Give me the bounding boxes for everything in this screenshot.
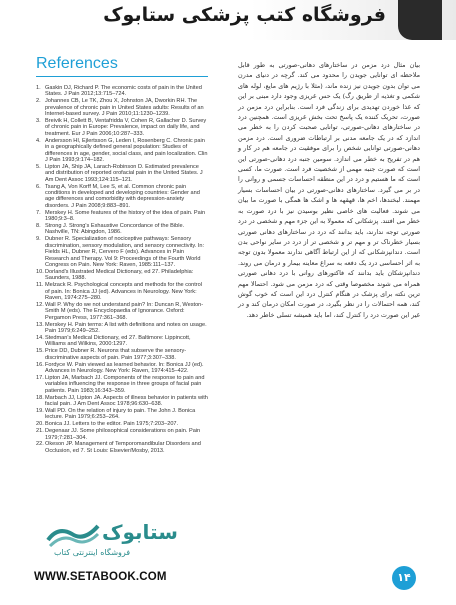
reference-item [36,395,208,408]
references-list [36,85,208,455]
reference-text: Breivik H, Collett B, Ventafridda V, Cohen R, Gallacher D. Survey of chronic pain in Europe: Prevalence, impact on daily life, and treatment. Eur J Pain 2006;10:287–333. [45,118,207,137]
persian-body-text [238,60,420,320]
site-logo [398,0,442,40]
reference-item [36,322,208,335]
website-link[interactable]: WWW.SETABOOK.COM [34,571,167,583]
reference-number: 22. [36,441,44,448]
reference-item [36,441,208,454]
reference-number: 1. [36,85,41,91]
brand-name: ستابوک [102,520,178,544]
reference-item [36,269,208,282]
heading-divider [36,76,208,77]
reference-number: 11. [36,282,44,289]
reference-text: Merskey H. Pain terms: A list with definitions and notes on usage. Pain 1979;6:249–252. [45,321,207,335]
reference-number: 20. [36,421,44,428]
reference-text: Fordyce W. Pain viewed as learned behavior. In: Bonica JJ (ed). Advances in Neurology. New York: Raven, 1974:415–422. [45,361,204,374]
reference-item [36,138,208,164]
reference-text: Strong J. Strong's Exhaustive Concordance of the Bible. Nashville, TN: Abingdon, 1986. [45,223,185,236]
brand-tagline: فروشگاه اینترنتی کتاب [54,548,131,557]
setabook-logo [44,520,180,560]
reference-number: 13. [36,321,44,328]
reference-item [36,164,208,183]
reference-text: Dubner R. Specialization of nociceptive pathways: Sensory discrimination, sensory modulation, and sensory connectivity. In: Fields HL, Dubner R, Cervero F (eds). Advances in Pain Research and Therapy. Vol 9: Proceedings of the Fourth World Congress on Pain. New York: Raven, 1985:111–137. [45,236,205,268]
reference-number: 17. [36,374,44,381]
reference-item [36,428,208,441]
reference-number: 2. [36,98,41,105]
reference-text: Stedman's Medical Dictionary, ed 27. Baltimore: Lippincott, Williams and Wilkins, 2000:1297. [45,334,191,348]
reference-text: Merskey H. Some features of the history of the idea of pain. Pain 1980;9:3–8. [45,209,206,223]
reference-item [36,302,208,321]
reference-text: Wall PD. On the relation of injury to pain. The John J. Bonica lecture. Pain 1979;6:253–264. [45,407,196,421]
reference-text: Wall P. Why do we not understand pain? In: Duncan R, Weston-Smith M (eds). The Encyclopaedia of Ignorance. Oxford: Pergamon Press, 1977:361–368. [45,301,204,321]
reference-number: 6. [36,183,41,190]
reference-item [36,98,208,117]
reference-number: 4. [36,137,41,144]
reference-text: Melzack R. Psychological concepts and methods for the control of pain. In: Bonica JJ (ed). Advances in Neurology. New York: Raven, 1974:275–280. [45,282,203,301]
site-banner [0,0,456,40]
reference-item [36,408,208,421]
site-title: فروشگاه کتب پزشکی ستابوک [103,4,386,26]
reference-number: 7. [36,209,41,216]
reference-number: 12. [36,301,44,308]
reference-text: Okeson JP. Management of Temporomandibular Disorders and Occlusion, ed 7. St Louis: Elsevier/Mosby, 2013. [45,441,201,454]
reference-number: 16. [36,361,44,368]
reference-text: Johannes CB, Le TK, Zhou X, Johnston JA, Dworkin RH. The prevalence of chronic pain in United States adults: Results of an Internet-based survey. J Pain 2010;11:1230–1239. [45,98,204,118]
reference-text: Gaskin DJ, Richard P. The economic costs of pain in the United States. J Pain 2012;13:715–724. [45,85,202,98]
reference-item [36,375,208,394]
reference-item [36,85,208,98]
reference-item [36,210,208,223]
reference-text: Lipton JA, Marbach JJ. Components of the response to pain and variables influencing the response in three groups of facial pain patients. Pain 1983;16:343–359. [45,374,205,394]
reference-number: 9. [36,236,41,243]
reference-number: 14. [36,334,44,341]
body-paragraph: بیان مثال درد مزمن در ساختارهای دهانی-صورتی به طور قابل ملاحظه ای توانایی جویدن را محدود می کند. گرچه در دنیای مدرن می توان بدون جویدن نیز زنده ماند، (مثلا با رژیم های مایع، لوله های شکمی و تغذیه از طریق رگ) یک حس غریزی وجود دارد مبنی بر این که غذا خوردن تهدیدی برای زندگی فرد است. بنابراین درد مزمن در صورت، تحریک کننده یک پاسخ تحت بخش غریزی است. همچنین درد در ساختارهای دهانی-صورتی، توانایی صحبت کردن را به خطر می اندازد که در یک جامعه مدنی بر ارتباطات ضروری است. درد مزمن دهانی-صورتی توانایی شخص را برای موفقیت در جامعه هم در کار و هم در تفریح به خطر می اندازد. سومین جنبه درد دهانی-صورتی این است که صورت جنبه مهمی از شخصیت فرد است. صورت ما، کسی است که ما هستیم و درد در این منطقه احساسات جسمی و روانی را در بر می گیرد. ساختارهای دهانی-صورتی در بیان احساسات بسیار مهمند. لبخندها، اخم ها، قهقهه ها و اشک ها همگی با صورت ما بیان می شوند. فعالیت های خاصی نظیر بوسیدن نیز با درد صورت به خطر می افتند. پزشکانی که معمولا به این جزء مهم و شخصی در درد صورتی توجه ندارند، باید بدانند که درد در ساختارهای دهانی صورتی بسیار خطرناک تر و مهم تر و شخصی تر از درد در سایر نواحی بدن است. دندانپزشکانی که از این ارتباط آگاهی ندارند معمولا بدون توجه به اثر احساسی درد یک دفعه به سراغ معاینه بیمار و درمان می روند. دندانپزشکان باید بدانند که فاکتورهای روانی با درد دهانی صورتی همراه می شوند مخصوصا وقتی که درد مزمن می شود. احتمالا مهم ترین نکته برای پزشک در هنگام کنترل درد این است که خوب گوش کند، همه احتمالات را در نظر بگیرد، در صورت امکان درمان کند و در غیر این صورت درد را کنترل کند، اما باید همیشه تسلی خاطر دهد. [238,61,420,319]
reference-text: Andersson HI, Ejlertsson G, Leden I, Rosenberg C. Chronic pain in a geographically defined general population: Studies of differences in age, gender, social class, and pain localization. Clin J Pain 1993;9:174–182. [45,137,208,163]
book-logo-icon [44,520,102,548]
reference-text: Bonica JJ. Letters to the editor. Pain 1975;7:203–207. [45,421,179,428]
reference-item [36,236,208,268]
page-number: ۱۴ [392,566,416,590]
reference-item [36,421,208,427]
reference-item [36,118,208,137]
reference-item [36,223,208,236]
reference-number: 18. [36,394,44,401]
reference-item [36,184,208,210]
reference-text: Price DD, Dubner R. Neurons that subserve the sensory-discriminative aspects of pain. Pain 1977;3:307–338. [45,348,187,361]
reference-item [36,348,208,361]
reference-number: 10. [36,268,44,275]
reference-item [36,282,208,301]
reference-number: 8. [36,223,41,230]
reference-text: Dorland's Illustrated Medical Dictionary, ed 27. Philadelphia: Saunders, 1988. [45,268,194,282]
reference-number: 3. [36,118,41,125]
reference-item [36,362,208,375]
reference-text: Marbach JJ, Lipton JA. Aspects of illness behavior in patients with facial pain. J Am Dent Assoc 1978;96:630–638. [45,394,208,407]
reference-number: 5. [36,163,41,170]
reference-text: Tsang A, Von Korff M, Lee S, et al. Common chronic pain conditions in developed and developing countries: Gender and age differences and comorbidity with depression-anxiety disorders. J Pain 2008;9:883–891. [45,183,200,209]
reference-item [36,335,208,348]
reference-number: 19. [36,407,44,414]
reference-text: Degenaar JJ. Some philosophical considerations on pain. Pain 1979;7:281–304. [45,428,201,441]
references-heading: References [36,55,118,72]
reference-number: 21. [36,428,44,435]
reference-text: Lipton JA, Ship JA, Larach-Robinson D. Estimated prevalence and distribution of reported orofacial pain in the United States. J Am Dent Assoc 1993;124:115–121. [45,163,203,183]
reference-number: 15. [36,348,44,355]
